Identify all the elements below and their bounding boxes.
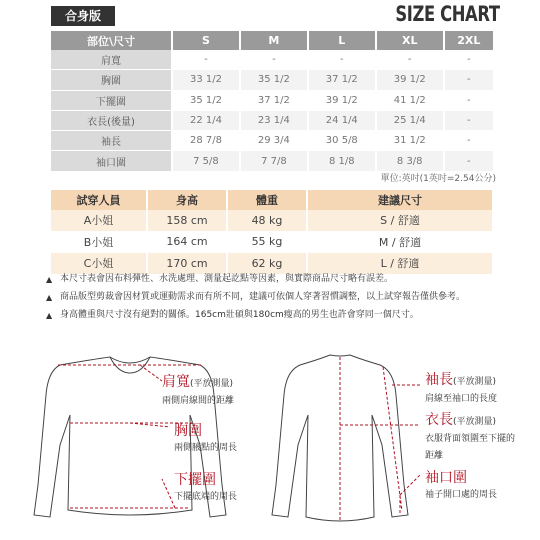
fit-cell: S / 舒適: [307, 210, 493, 231]
fit-cell: A小姐: [51, 210, 147, 231]
fit-type-tag: 合身版: [51, 6, 115, 26]
size-value: 39 1/2: [376, 70, 444, 90]
fit-row: [51, 210, 493, 231]
size-header: L: [308, 31, 376, 50]
measurement-label: 衣長(後量): [51, 110, 172, 130]
fit-cell: 55 kg: [227, 231, 307, 253]
measurement-label: 肩寬: [51, 50, 172, 70]
measurement-label: 袖長: [51, 131, 172, 151]
corner-header: 部位\尺寸: [51, 31, 172, 50]
fit-header: 建議尺寸: [307, 190, 493, 210]
measurement-label: 袖口圍: [51, 151, 172, 171]
size-value: 30 5/8: [308, 131, 376, 151]
fit-cell: B小姐: [51, 231, 147, 253]
size-row: [51, 131, 494, 151]
size-value: 35 1/2: [240, 70, 308, 90]
body-length-label: 衣長(平放測量) 衣服背面領圍至下擺的距離: [425, 412, 516, 461]
size-value: -: [240, 50, 308, 70]
size-value: -: [308, 50, 376, 70]
size-value: -: [444, 151, 494, 171]
size-row: [51, 90, 494, 110]
fit-cell: M / 舒適: [307, 231, 493, 253]
size-row: [51, 110, 494, 130]
size-value: -: [444, 131, 494, 151]
triangle-bullet-icon: ▲: [46, 293, 53, 302]
size-value: 37 1/2: [308, 70, 376, 90]
size-value: 28 7/8: [172, 131, 240, 151]
fit-cell: 62 kg: [227, 253, 307, 275]
size-value: 8 3/8: [376, 151, 444, 171]
fit-table-header: [51, 190, 493, 210]
fit-cell: 48 kg: [227, 210, 307, 231]
size-row: [51, 151, 494, 171]
shoulder-width-label: 肩寬(平放測量) 兩側肩線間的距離: [162, 374, 235, 406]
triangle-bullet-icon: ▲: [46, 275, 53, 284]
fit-cell: 170 cm: [147, 253, 227, 275]
size-value: 31 1/2: [376, 131, 444, 151]
size-header: S: [172, 31, 240, 50]
size-value: 7 7/8: [240, 151, 308, 171]
fit-row: [51, 253, 493, 275]
size-value: 23 1/4: [240, 110, 308, 130]
cuff-label: 袖口圍 袖子開口處的周長: [425, 470, 498, 500]
size-value: 22 1/4: [172, 110, 240, 130]
size-row: [51, 50, 494, 70]
hem-label: 下擺圍 下擺底端的周長: [174, 472, 238, 502]
note-item: ▲ 商品版型剪裁會因材質或運動需求而有所不同，建議可依個人穿著習慣調整，以上試穿報告僅供參考。: [46, 292, 466, 302]
size-value: 41 1/2: [376, 90, 444, 110]
fit-header: 試穿人員: [51, 190, 147, 210]
size-value: -: [444, 110, 494, 130]
measurement-label: 胸圍: [51, 70, 172, 90]
size-value: 29 3/4: [240, 131, 308, 151]
fit-cell: 158 cm: [147, 210, 227, 231]
size-value: 37 1/2: [240, 90, 308, 110]
size-value: 24 1/4: [308, 110, 376, 130]
note-item: ▲ 本尺寸表會因布料彈性、水洗處理、測量起訖點等因素，與實際商品尺寸略有誤差。: [46, 274, 394, 284]
size-value: -: [172, 50, 240, 70]
size-value: 8 1/8: [308, 151, 376, 171]
note-item: ▲ 身高體重與尺寸沒有絕對的關係。165cm壯碩與180cm瘦高的男生也許會穿同一個尺寸。: [46, 310, 419, 320]
size-header: M: [240, 31, 308, 50]
size-value: -: [444, 50, 494, 70]
unit-note: 單位:英吋(1英吋=2.54公分): [380, 174, 496, 184]
size-value: -: [444, 90, 494, 110]
size-header: 2XL: [444, 31, 494, 50]
size-value: -: [444, 70, 494, 90]
fit-row: [51, 231, 493, 253]
size-value: 39 1/2: [308, 90, 376, 110]
chest-label: 胸圍 兩側腋點的周長: [174, 423, 238, 453]
fit-cell: 164 cm: [147, 231, 227, 253]
fit-header: 體重: [227, 190, 307, 210]
size-value: 25 1/4: [376, 110, 444, 130]
size-table-header: [51, 31, 494, 50]
notes-list: [46, 273, 506, 327]
size-value: 33 1/2: [172, 70, 240, 90]
size-value: 35 1/2: [172, 90, 240, 110]
size-row: [51, 70, 494, 90]
fit-cell: L / 舒適: [307, 253, 493, 275]
fit-cell: C小姐: [51, 253, 147, 275]
sleeve-length-label: 袖長(平放測量) 肩線至袖口的長度: [425, 372, 498, 404]
size-value: 7 5/8: [172, 151, 240, 171]
triangle-bullet-icon: ▲: [46, 311, 53, 320]
size-value: -: [376, 50, 444, 70]
page-title: SIZE CHART: [395, 2, 500, 26]
fit-table: [51, 190, 494, 275]
fit-header: 身高: [147, 190, 227, 210]
measurement-label: 下擺圍: [51, 90, 172, 110]
size-header: XL: [376, 31, 444, 50]
size-table: [51, 31, 495, 172]
